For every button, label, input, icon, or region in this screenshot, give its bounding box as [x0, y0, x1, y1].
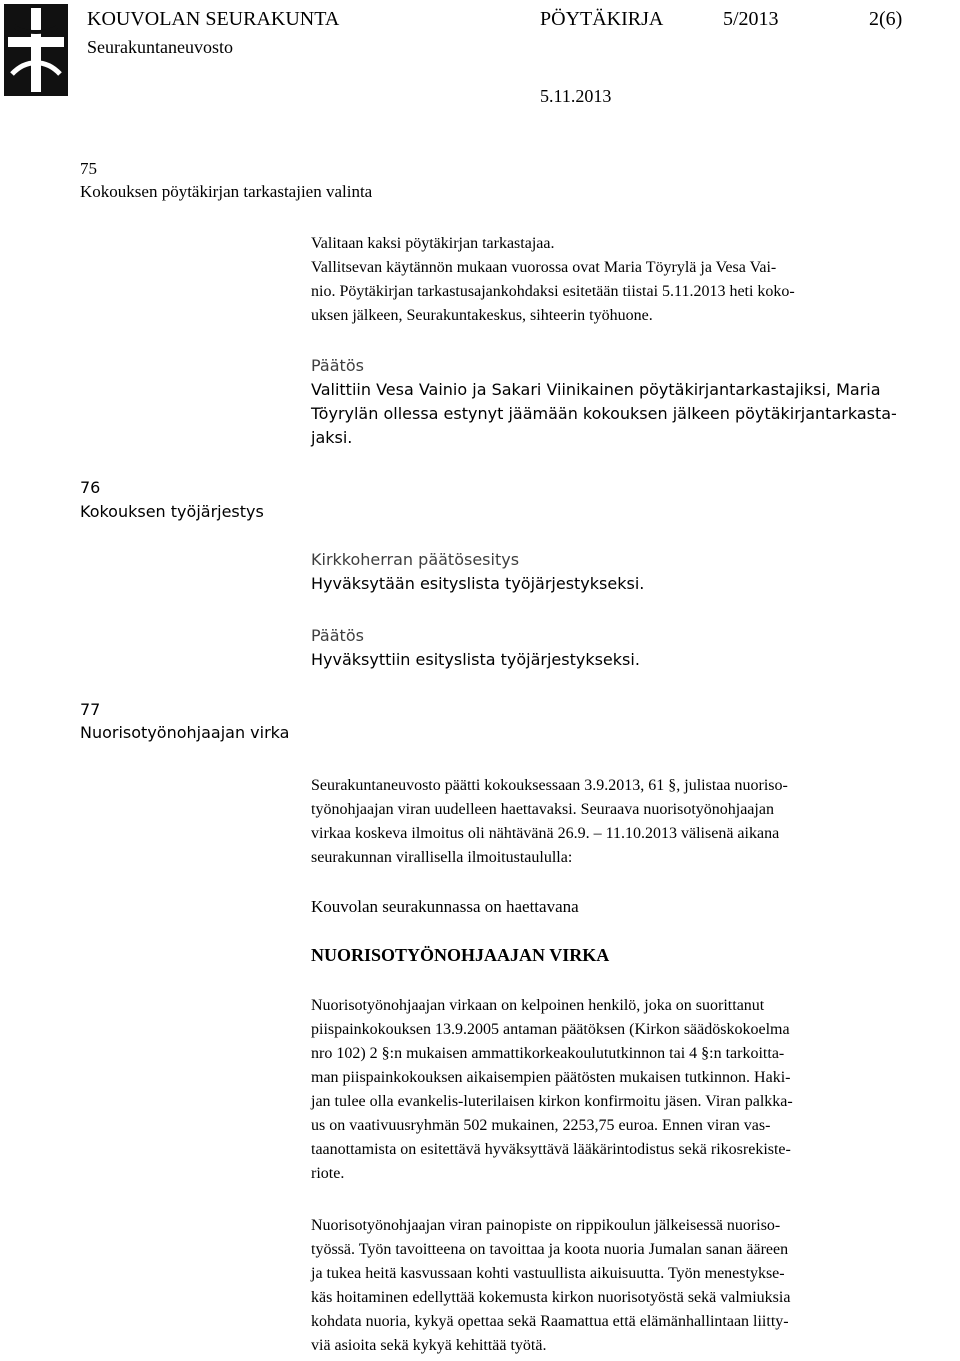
body-line: Valitaan kaksi pöytäkirjan tarkastajaa. [311, 235, 555, 252]
body-line: työnohjaajan viran uudelleen haettavaksi. Seuraava nuorisotyönohjaajan [311, 801, 774, 818]
body-line: viä asioita sekä kykyä kehittää työtä. [311, 1337, 547, 1354]
section-75-number: 75 [80, 159, 97, 178]
notice-intro: Kouvolan seurakunnassa on haettavana [311, 897, 579, 916]
section-75-body [311, 232, 951, 328]
body-line: nro 102) 2 §:n mukaisen ammattikorkeakoulututkinnon tai 4 §:n tarkoitta- [311, 1045, 785, 1062]
body-line: Seurakuntaneuvosto päätti kokouksessaan 3.9.2013, 61 §, julistaa nuoriso- [311, 777, 788, 794]
section-76-title: Kokouksen työjärjestys [80, 502, 264, 521]
church-cross-logo-icon [4, 4, 68, 96]
proposal-heading: Kirkkoherran päätösesitys [311, 550, 520, 569]
body-line: riote. [311, 1165, 345, 1182]
decision-line: Valittiin Vesa Vainio ja Sakari Viinikainen pöytäkirjantarkastajiksi, Maria [311, 380, 881, 399]
body-line: ja tukea heitä kasvussaan kohti vastuullista aikuisuutta. Työn menestykse- [311, 1265, 785, 1282]
proposal-text: Hyväksytään esityslista työjärjestykseksi. [311, 574, 645, 593]
section-76-proposal [311, 548, 951, 596]
notice-title: NUORISOTYÖNOHJAAJAN VIRKA [311, 945, 610, 965]
body-line: virkaa koskeva ilmoitus oli nähtävänä 26.9. – 11.10.2013 välisenä aikana [311, 825, 780, 842]
decision-heading: Päätös [311, 356, 364, 375]
body-line: Nuorisotyönohjaajan viran painopiste on rippikoulun jälkeisessä nuoriso- [311, 1217, 781, 1234]
decision-line: jaksi. [311, 428, 353, 447]
section-77-number: 77 [80, 700, 101, 719]
body-line: kohdata nuoria, kykyä opettaa sekä Raamattua että elämänhallintaan liitty- [311, 1313, 789, 1330]
body-line: työssä. Työn tavoitteena on tavoittaa ja koota nuoria Jumalan sanan ääreen [311, 1241, 789, 1258]
body-line: us on vaativuusryhmän 502 mukainen, 2253,75 euroa. Ennen viran vas- [311, 1117, 771, 1134]
section-76-decision [311, 624, 951, 672]
section-77-intro [311, 774, 951, 870]
section-76-number: 76 [80, 478, 101, 497]
doc-type: PÖYTÄKIRJA [540, 8, 664, 30]
body-line: uksen jälkeen, Seurakuntakeskus, sihteerin työhuone. [311, 307, 653, 324]
body-line: piispainkokouksen 13.9.2005 antaman päätöksen (Kirkon säädöskokoelma [311, 1021, 790, 1038]
doc-number: 5/2013 [723, 8, 779, 30]
section-77-title: Nuorisotyönohjaajan virka [80, 723, 290, 742]
body-line: Vallitsevan käytännön mukaan vuorossa ovat Maria Töyrylä ja Vesa Vai- [311, 259, 777, 276]
notice-paragraph-1 [311, 994, 951, 1186]
body-line: jan tulee olla evankelis-luterilaisen kirkon konfirmoitu jäsen. Viran palkka- [311, 1093, 793, 1110]
page-indicator: 2(6) [869, 8, 903, 30]
body-line: käs hoitaminen edellyttää kokemusta kirkon nuorisotyöstä sekä valmiuksia [311, 1289, 791, 1306]
org-name: KOUVOLAN SEURAKUNTA [87, 8, 340, 30]
notice-paragraph-2 [311, 1214, 951, 1358]
body-line: Nuorisotyönohjaajan virkaan on kelpoinen henkilö, joka on suorittanut [311, 997, 765, 1014]
org-body: Seurakuntaneuvosto [87, 37, 233, 57]
body-line: man piispainkokouksen aikaisempien päätösten mukaisen tutkinnon. Haki- [311, 1069, 791, 1086]
body-line: seurakunnan virallisella ilmoitustaululla: [311, 849, 573, 866]
section-75-decision [311, 354, 951, 450]
decision-heading: Päätös [311, 626, 364, 645]
decision-text: Hyväksyttiin esityslista työjärjestykseksi. [311, 650, 640, 669]
section-75-title: Kokouksen pöytäkirjan tarkastajien valinta [80, 182, 373, 201]
body-line: taanottamista on esitettävä hyväksyttävä lääkärintodistus sekä rikosrekiste- [311, 1141, 791, 1158]
decision-line: Töyrylän ollessa estynyt jäämään kokouksen jälkeen pöytäkirjantarkasta- [311, 404, 897, 423]
body-line: nio. Pöytäkirjan tarkastusajankohdaksi esitetään tiistai 5.11.2013 heti koko- [311, 283, 795, 300]
meeting-date: 5.11.2013 [540, 86, 612, 106]
